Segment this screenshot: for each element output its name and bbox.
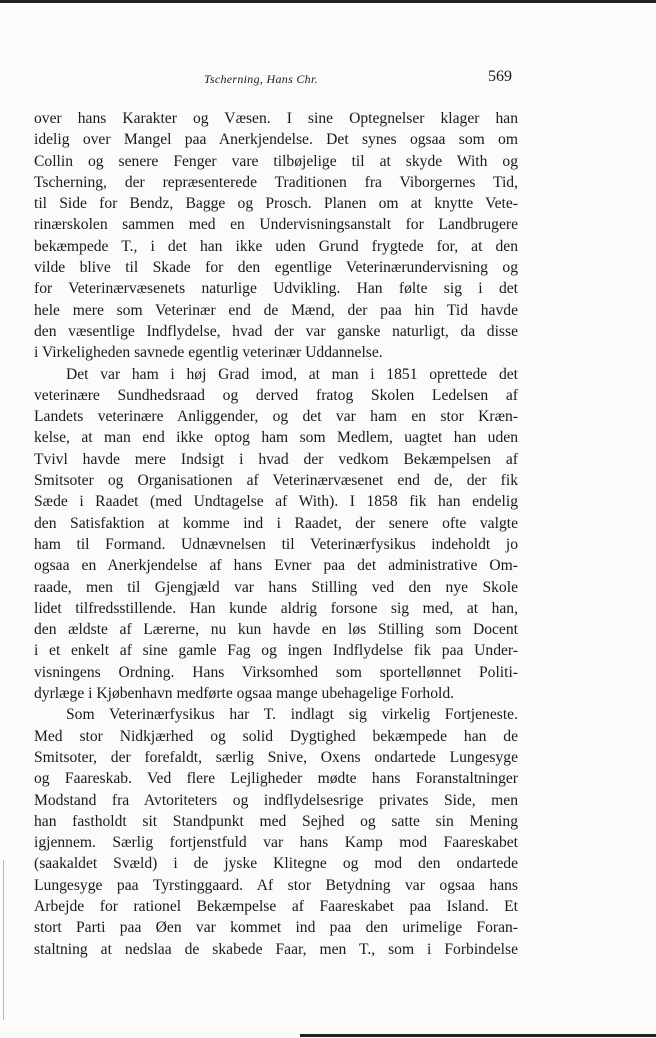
text-line: Det var ham i høj Grad imod, at man i 1851 oprettede det [66,365,518,383]
text-line: han fastholdt sit Standpunkt med Sejhed og satte sin Mening [34,812,518,830]
page-header [0,68,656,92]
text-line: Tvivl havde mere Indsigt i hvad der vedkom Bekæmpelsen af [34,450,518,468]
text-line: og Faareskab. Ved flere Lejligheder mødte hans Foranstaltninger [34,770,518,788]
text-line: over hans Karakter og Væsen. I sine Optegnelser klager han [34,110,518,127]
text-line: ogsaa en Anerkjendelse af hans Evner paa det administrative Om- [34,557,518,575]
text-line: Modstand fra Avtoriteters og indflydelsesrige privates Side, men [34,791,518,809]
text-line: visningens Ordning. Hans Virksomhed som sportellønnet Politi- [34,663,518,681]
text-line: stort Parti paa Øen var kommet ind paa den urimelige Foran- [34,919,518,937]
text-line: dyrlæge i Kjøbenhavn medførte ogsaa mange ubehagelige Forhold. [34,685,455,703]
text-line: lidet tilfredsstillende. Han kunde aldrig forsone sig med, at han, [34,599,518,617]
text-line: raade, men til Gjengjæld var hans Stilling ved den nye Skole [34,578,518,596]
text-line: Smitsoter, der forefaldt, særlig Snive, Oxens ondartede Lungesyge [34,748,518,766]
text-line: Collin og senere Fenger vare tilbøjelige til at skyde With og [34,152,518,170]
text-line: Sæde i Raadet (med Undtagelse af With). I 1858 fik han endelig [34,493,518,511]
text-line: hele mere som Veterinær end de Mænd, der paa hin Tid havde [34,301,518,319]
text-line: ham til Formand. Udnævnelsen til Veterinærfysikus indeholdt jo [34,535,518,553]
text-line: den Satisfaktion at komme ind i Raadet, der senere ofte valgte [34,514,518,532]
text-line: kelse, at man end ikke optog ham som Medlem, uagtet han uden [34,429,518,447]
text-line: i Virkeligheden savnede egentlig veterinær Uddannelse. [34,344,383,362]
running-head: Tscherning, Hans Chr. [204,72,318,86]
body-text [34,108,518,960]
text-line: rinærskolen sammen med en Undervisningsanstalt for Landbrugere [34,216,518,234]
margin-line [3,860,4,1020]
text-line: bekæmpede T., i det han ikke uden Grund frygtede for, at den [34,237,518,255]
text-line: Med stor Nidkjærhed og solid Dygtighed bekæmpede han de [34,727,518,745]
bottom-border-rule [300,1034,656,1037]
text-line: staltning at nedslaa de skabede Faar, men T., som i Forbindelse [34,940,518,958]
text-line: Tscherning, der repræsenterede Traditionen fra Viborgernes Tid, [34,173,518,191]
text-line: igjennem. Særlig fortjenstfuld var hans Kamp mod Faareskabet [34,834,518,852]
text-line: Arbejde for rationel Bekæmpelse af Faareskabet paa Island. Et [34,897,518,915]
text-line: Landets veterinære Anliggender, og det var ham en stor Kræn- [34,408,518,426]
text-line: for Veterinærvæsenets naturlige Udvikling. Han følte sig i det [34,280,518,298]
page-number: 569 [488,68,512,85]
text-line: den ældste af Lærerne, nu kun havde en løs Stilling som Docent [34,621,518,639]
text-line: veterinære Sundhedsraad og derved fratog Skolen Ledelsen af [34,386,518,404]
text-line: vilde blive til Skade for den egentlige Veterinærundervisning og [34,259,518,277]
text-line: i et enkelt af sine gamle Fag og ingen Indflydelse fik paa Under- [34,642,518,660]
text-line: den væsentlige Indflydelse, hvad der var ganske naturligt, da disse [34,322,518,340]
text-line: idelig over Mangel paa Anerkjendelse. Det synes ogsaa som om [34,131,518,149]
text-line: (saakaldet Svæld) i de jyske Klitegne og mod den ondartede [34,855,518,873]
text-line: Som Veterinærfysikus har T. indlagt sig virkelig Fortjeneste. [66,706,518,724]
text-line: til Side for Bendz, Bagge og Prosch. Planen om at knytte Vete- [34,195,518,213]
text-line: Smitsoter og Organisationen af Veterinærvæsenet end de, der fik [34,472,518,490]
text-line: Lungesyge paa Tyrstinggaard. Af stor Betydning var ogsaa hans [34,876,518,894]
top-border-rule [0,0,656,3]
